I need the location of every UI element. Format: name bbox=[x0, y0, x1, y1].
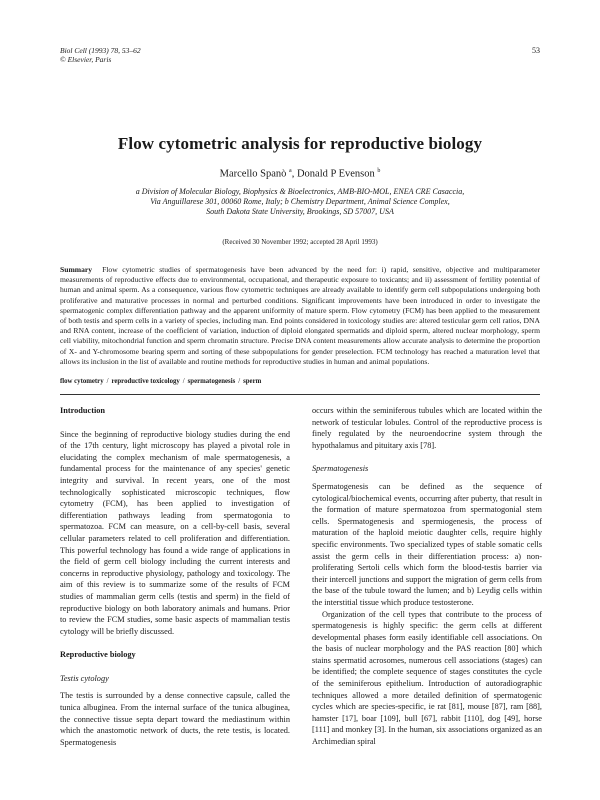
keyword: flow cytometry bbox=[60, 378, 104, 385]
article-title: Flow cytometric analysis for reproductive biology bbox=[117, 134, 483, 153]
abstract-label: Summary bbox=[60, 265, 93, 274]
affiliation-mark: a bbox=[289, 168, 292, 174]
subsection-heading-spermatogenesis: Spermatogenesis bbox=[312, 464, 369, 474]
keyword: spermatogenesis bbox=[187, 378, 236, 385]
affiliation-line: South Dakota State University, Brookings, SD 57007, USA bbox=[206, 207, 394, 216]
publisher-line: © Elsevier, Paris bbox=[60, 55, 112, 64]
keyword-separator: / bbox=[238, 378, 241, 385]
section-heading-introduction: Introduction bbox=[60, 406, 106, 415]
affiliations bbox=[70, 187, 530, 217]
keyword: reproductive toxicology bbox=[111, 378, 180, 385]
affiliation-line: Via Anguillarese 301, 00060 Rome, Italy; b Chemistry Department, Animal Science Complex, bbox=[150, 197, 450, 206]
body-paragraph: The testis is surrounded by a dense connective capsule, called the tunica albuginea. From the internal surface of the tunica albuginea, the connective tissue septa depart toward the mediastinum within which the anastomotic network of ducts, the rete testis, is located. Spermatogenesis bbox=[60, 691, 290, 747]
right-column bbox=[312, 405, 542, 748]
affiliation-mark: b bbox=[377, 168, 381, 174]
body-paragraph: Organization of the cell types that contribute to the process of spermatogenesis is highly specific: the germ cells at different developmental phases form easily identifiable cell associations. On the basis of nuclear morphology and the PAS reaction [80] which stains spermatid acrosomes, numerous cell associations (stages) can be identified; the complete sequence of stages constitutes the cycle of the seminiferous epithelium. Introduction of autoradiographic techniques allowed a more detailed definition of spermatogenic cycles which are species-specific, ie rat [81], mouse [87], ram [88], hamster [17], boar [109], bull [67], rabbit [110], dog [49], horse [111] and monkey [3]. In the human, six associations organized as an Archimedian spiral bbox=[312, 609, 542, 747]
keyword-separator: / bbox=[106, 378, 109, 385]
abstract-text: Flow cytometric studies of spermatogenesis have been advanced by the need for: i) rapid, sensitive, objective and multiparameter measurements of reproductive effects due to environmental, occupational, and therapeutic exposure to toxicants; and ii) assessment of fertility potential of human and animal sperm. As a consequence, various flow cytometric techniques are already available to identify germ cell subpopulations undergoing both proliferative and maturative processes in normal and perturbed conditions. Significant improvements have been introduced in order to investigate the spermatogenic complex differentiation pathway and the apparent uniformity of mature sperm. Flow cytometry (FCM) has been applied to the measurement of both testis and sperm cells in a variety of species, including man. End points considered in toxicology studies are: altered testicular germ cell ratios, DNA and RNA content, increase of the coefficient of variation, induction of diploid elongated spermatids and diploid sperm, altered nuclear morphology, sperm cell viability, mitochondrial function and sperm chromatin structure. Precise DNA content measurements allow accurate analysis to determine the proportion of X- and Y-chromosome bearing sperm and sorting of these subpopulations for gender preselection. FCM technology has reached a maturation level that allows its inclusion in the list of available and routine methods for reproductive studies in human and animal populations. bbox=[60, 265, 540, 366]
author-name: Marcello Spanò bbox=[219, 168, 287, 180]
subsection-heading-testis-cytology: Testis cytology bbox=[60, 673, 109, 683]
section-heading-reproductive-biology: Reproductive biology bbox=[60, 650, 136, 660]
journal-reference: Biol Cell (1993) 78, 53–62 bbox=[60, 46, 141, 55]
keywords bbox=[60, 378, 540, 385]
page-number: 53 bbox=[532, 46, 540, 55]
section-divider bbox=[60, 394, 540, 395]
keyword: sperm bbox=[243, 378, 262, 385]
author-line bbox=[0, 168, 600, 180]
left-column bbox=[60, 405, 290, 748]
body-paragraph: occurs within the seminiferous tubules which are located within the network of testicular lobules. Control of the reproductive process is finely regulated by the neuroendocrine system through the hypothalamus and pituitary axis [78]. bbox=[312, 406, 542, 450]
abstract bbox=[60, 265, 540, 367]
running-head bbox=[60, 46, 141, 64]
author-separator: , bbox=[291, 168, 297, 180]
author-name: Donald P Evenson bbox=[296, 168, 375, 180]
body-paragraph: Since the beginning of reproductive biology studies during the end of the 17th century, light microscopy has played a pivotal role in elucidating the complex mechanism of male spermatogenesis, a fundamental process for the maintenance of any species' genetic integrity and survival. In recent years, one of the most technologically sophisticated microscopic techniques, flow cytometry (FCM), has been applied to investigation of differentiation pathways leading from spermatogonia to spermatozoa. FCM can measure, on a cell-by-cell basis, several cellular parameters related to cell proliferation and differentiation. This powerful technology has found a wide range of applications in the field of germ cell biology including the current interests and concerns in reproductive physiology, pathology and toxicology. The aim of this review is to summarize some of the results of FCM studies of mammalian germ cells (testis and sperm) in the field of reproductive biology on both laboratory animals and humans. Prior to review the FCM studies, some basic aspects of mammalian testis cytology will be briefly discussed. bbox=[60, 429, 290, 636]
body-paragraph: Spermatogenesis can be defined as the sequence of cytological/biochemical events, occurring after puberty, that result in the formation of mature spermatozoa from spermatogonial stem cells. Spermatogenesis and spermiogenesis, the process of maturation of the haploid meiotic daughter cells, require highly specific environments. Two specialized types of stable somatic cells assist the germ cells in their differentiation process: a) non-proliferating Sertoli cells which form the blood-testis barrier via their intercell junctions and support the migration of germ cells from the base of the tubule toward the lumen; and b) Leydig cells within the interstitial tissue which produce testosterone. bbox=[312, 481, 542, 607]
keyword-separator: / bbox=[182, 378, 185, 385]
affiliation-line: a Division of Molecular Biology, Biophysics & Bioelectronics, AMB-BIO-MOL, ENEA CRE Casaccia, bbox=[135, 187, 465, 196]
received-dates: (Received 30 November 1992; accepted 28 April 1993) bbox=[222, 238, 378, 246]
